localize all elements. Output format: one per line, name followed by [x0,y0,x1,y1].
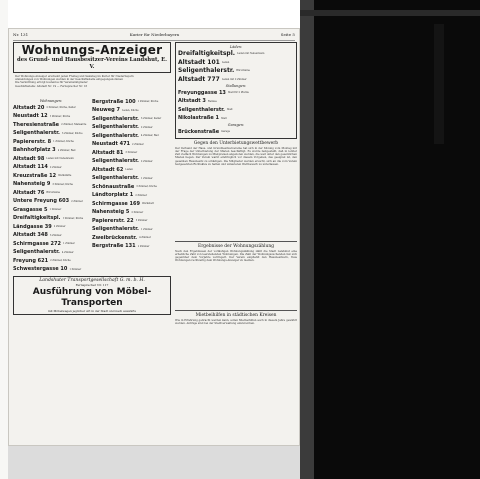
listing-address: Bahnhofplatz 3 [13,147,56,153]
listing-detail: 1 Zimmer [63,242,75,245]
listing-detail: 2 Zimmer, Küche, Keller [46,106,76,109]
listing-detail: 1 Zimmer [69,267,82,271]
listing-entry [13,240,89,247]
listing-address: Neuweg 7 [92,107,120,113]
listing-entry [92,158,168,165]
ad-phone: Fernsprecher Nr. 117 [75,283,109,287]
listing-detail: Werkstätte [58,174,72,177]
listing-entry [13,130,89,137]
page-number: Seite 5 [280,32,295,37]
listing-detail: Laden, Küche [121,108,139,112]
listing-detail: 3 Zimmer, Küche [136,185,157,188]
listing-detail: Stall [226,108,233,111]
listing-entry [178,89,294,96]
listing-address: Ländtorplatz 1 [92,192,134,198]
listing-address: Altstadt 114 [13,164,48,170]
intro-line: Die Vermittlung erfolgt kostenlos für Vereinsmitglieder [15,81,88,85]
listing-detail: 4 Zimmer, Bad [57,148,76,152]
listing-address: Nahensteig 9 [13,181,51,187]
listing-entry [92,234,168,241]
listing-entry [13,138,89,145]
listing-entry [13,147,89,154]
listing-address: Nahensteig 5 [92,209,130,215]
listing-detail: 2 Zimmer [135,193,147,197]
newspaper-page [8,28,300,446]
listing-entry [92,98,168,105]
listing-address: Freyunggasse 13 [178,89,226,96]
listing-entry [178,59,294,66]
listing-entry [13,257,89,264]
listing-entry [92,141,168,148]
listing-entry [13,223,89,230]
listing-entry [13,198,89,205]
listing-address: Brückenstraße [178,128,220,135]
listing-entry [13,266,89,273]
listing-entry [92,200,168,207]
listing-address: Altstadt 62 [92,166,124,173]
listing-address: Altstadt 81 [92,149,124,156]
listing-entry [13,121,89,128]
listing-detail: 2 Zimmer, Küche [137,100,159,103]
listing-detail: 1 Zimmer [140,176,153,180]
issue-number: Nr. 131 [13,32,29,37]
scan-bottom-margin [8,446,300,479]
garages-heading: Garagen: [227,123,245,127]
article-title: Mietbeihilfen in städtischen Kreisen [195,312,277,318]
listing-address: Schirmgasse 169 [92,200,140,207]
scan-tab [300,10,480,16]
listing-detail: 2 Zimmer [140,125,153,129]
listing-entry [13,181,89,188]
listing-entry [92,175,168,182]
listing-address: Altstadt 3 [178,98,206,104]
listing-detail: Laden mit 2 Zimmer [221,77,247,81]
listing-entry [13,232,89,239]
listing-detail: 4 Zimmer [139,236,151,239]
listing-entry [178,106,294,113]
listing-detail: 3 Zimmer, Küche [61,131,83,135]
listing-entry [178,115,294,122]
listing-address: Freyung 621 [13,257,49,264]
listing-address: Altstadt 101 [178,58,220,66]
listing-entry [13,189,89,196]
listing-address: Untere Freyung 603 [13,198,70,204]
page-edge-shadow [300,0,314,479]
listing-detail: 2 Zimmer, Mansarde [61,123,87,126]
listing-detail: Büroräume [236,69,250,72]
ad-headline: Ausführung von Möbel-Transporten [32,287,152,308]
transport-advertisement [13,276,171,315]
listing-entry [13,215,89,222]
listing-address: Papiererstr. 8 [13,138,52,145]
listing-detail: 2 Zimmer [140,159,153,163]
listing-address: Grasgasse 5 [13,206,48,213]
listing-address: Seligenthalerstr. [178,106,225,113]
listing-detail: 3 Zimmer, Keller [140,117,162,120]
scan-edge [0,0,8,479]
listing-entry [92,124,168,131]
listing-address: Nikolastraße 1 [178,115,220,121]
listing-address: Seligenthalerstr. [92,226,139,232]
listing-address: Seligenthalerstr. [92,158,139,164]
ad-detail: mit Möbelwagen jeglicher Art in der Stadt und nach auswärts [47,309,136,313]
listing-entry [13,249,89,256]
listing-entry [178,67,294,74]
listing-entry [13,155,89,162]
masthead [13,42,171,73]
listing-detail: Laden [125,168,133,171]
listing-address: Altstadt 20 [13,104,45,111]
listing-entry [178,76,294,83]
listing-entry [13,206,89,213]
article-body: Der Verband der Haus- und Grundbesitzervereine hat sich in der Sitzung vom Montag mit der Frage der Unterbietung der Mieten beschäftigt. Es wurde festgestellt, daß in letzter Zeit vielfach Wohnungen zu Mietpreisen angeboten werden, die weit unter den gesetzlichen Mieten liegen. Der Verein warnt eindringlich vor diesem Vorgehen, das geeignet ist, den gesamten Hausbesitz zu schädigen. Die Mitglieder werden ersucht, sich an die vom Verein festgesetzten Richtsätze zu halten und unlauteren Wettbewerb zu unterlassen. [175,146,297,166]
listing-address: Bergstraße 131 [92,243,136,249]
listing-address: Seligenthalerstr. [178,67,235,74]
listing-entry [92,226,168,233]
listing-grid [13,98,171,274]
listing-detail: 4 Zimmer, Bad [140,134,159,137]
article-title: Ergebnisse der Wohnungszählung [197,243,275,249]
listing-detail: Stall [221,116,227,120]
divider [175,241,297,242]
listing-detail: 2 Zimmer, Küche [50,259,71,262]
listing-address: Zweibrückenstr. [92,234,138,241]
listing-entry [92,183,168,190]
listing-address: Seligenthalerstr. [92,124,139,130]
intro-line: Geschäftsstelle: Altstadt Nr. 19 — Fernsprecher Nr. 16 [15,84,88,88]
listing-column-a [13,98,89,274]
listing-detail: Stall für 2 Pferde [227,91,249,94]
listing-address: Seligenthalerstr. [92,115,139,122]
listing-detail: 3 Zimmer [49,233,62,237]
intro-line: Der Wohnungs-Anzeiger erscheint jeden Freitag und Samstag im Kurier für Niederbayern [15,75,134,78]
listing-column-b [92,98,168,274]
listing-entry [92,107,168,114]
listing-address: Altstadt 348 [13,232,48,238]
listing-entry [13,104,89,111]
listing-detail: 3 Zimmer [125,151,138,154]
listing-address: Neustadt 12 [13,113,48,119]
intro-line: Anmeldungen von Wohnungen werden in der Geschäftsstelle entgegengenommen [15,78,124,82]
paper-name: Kurier für Niederbayern [129,32,180,37]
listing-detail: Büroräume [46,191,61,194]
listing-address: Altstadt 98 [13,155,45,162]
listing-address: Seligenthalerstr. [92,132,139,139]
listing-detail: 2 Zimmer [137,244,150,248]
listing-entry [92,209,168,216]
listing-detail: Laden mit Nebenraum [46,157,74,160]
section-heading: Wohnungen: [39,99,63,103]
listing-detail: 2 Zimmer [132,142,144,146]
listing-detail: Remise [207,99,217,103]
listing-address: Kreuzstraße 12 [13,172,57,179]
listing-detail: 2 Zimmer [53,225,66,228]
listing-entry [13,164,89,171]
listing-detail: Laden mit Nebenraum [237,52,265,55]
divider [175,310,297,311]
article-body: Wie in Erfahrung gebracht werden kann, sollen Mietbeihilfen auch in diesem Jahre gewährt werden. Anträge sind bei der Stadtverwaltung einzureichen. [175,318,297,325]
listing-entry [92,166,168,173]
listing-address: Dreifaltigkeitspl. [178,50,236,57]
right-column [175,42,297,349]
listing-detail: 1 Zimmer, Küche [53,140,74,143]
listing-detail: 3 Zimmer, Küche [49,114,71,118]
listing-address: Altstadt 76 [13,189,45,196]
listing-detail: 1 Zimmer [140,227,153,231]
listing-address: Neustadt 471 [92,141,131,147]
listing-detail: Werkstatt [142,202,154,205]
dark-scan-background [300,0,480,479]
ad-company: Landshuter Transportgesellschaft G. m. b. H. [39,278,145,283]
listing-address: Papiererstr. 22 [92,217,134,224]
left-column [13,42,171,315]
article-body: Nach den Ergebnissen der vorläufigen Wohnungszählung zählt die Stadt Landshut eine erhebliche Zahl von leerstehenden Wohnungen. Die Zahl der Wohnungssuchenden hat sich gegenüber dem Vorjahre verringert. Der Verein empfiehlt den Hausbesitzern, freie Wohnungen rechtzeitig dem Wohnungs-Anzeiger zu melden. [175,249,297,263]
listing-address: Altstadt 777 [178,75,220,83]
listing-address: Seligenthalerstr. [13,130,60,136]
listing-entry [92,192,168,199]
listing-detail: 5 Zimmer, Küche [62,216,84,220]
listing-address: Dreifaltigkeitspl. [13,215,61,221]
listing-address: Seligenthalerstr. [92,175,139,181]
masthead-subtitle: des Grund- und Hausbesitzer-Vereins Landshut, E. V. [17,57,167,70]
listing-address: Ländgasse 39 [13,223,52,230]
listing-address: Schwestergasse 10 [13,266,68,272]
listing-address: Theresienstraße [13,121,60,128]
listing-entry [92,217,168,224]
shops-heading: Läden: [229,45,243,49]
listing-detail: 4 Zimmer [61,250,74,254]
listing-address: Schönaustraße [92,183,135,190]
listing-detail: 1 Zimmer [49,208,62,211]
listing-detail: 2 Zimmer [71,199,83,203]
listing-entry [92,243,168,250]
intro-text [15,75,169,97]
listing-detail: 2 Zimmer [131,210,144,214]
listing-detail: Garage [221,130,230,133]
listing-detail: Laden [221,60,230,64]
shops-box [175,42,297,139]
listing-address: Seligenthalerstr. [13,249,60,255]
listing-entry [92,149,168,156]
listing-detail: 2 Zimmer [49,165,62,169]
listing-detail: 3 Zimmer [135,219,148,222]
listing-entry [178,50,294,57]
masthead-title: Wohnungs-Anzeiger [21,43,163,57]
stables-heading: Stallungen: [225,84,247,88]
running-header [13,32,295,41]
scan-artifact [434,24,444,144]
listing-entry [178,128,294,135]
listing-detail: 3 Zimmer, Küche [52,182,73,186]
article-title: Gegen den Unterbietungswettbewerb [193,140,279,146]
listing-address: Bergstraße 100 [92,98,136,105]
listing-entry [13,113,89,120]
listing-entry [178,98,294,105]
listing-address: Schirmgasse 272 [13,240,61,247]
listing-entry [92,115,168,122]
listing-entry [13,172,89,179]
listing-entry [92,132,168,139]
